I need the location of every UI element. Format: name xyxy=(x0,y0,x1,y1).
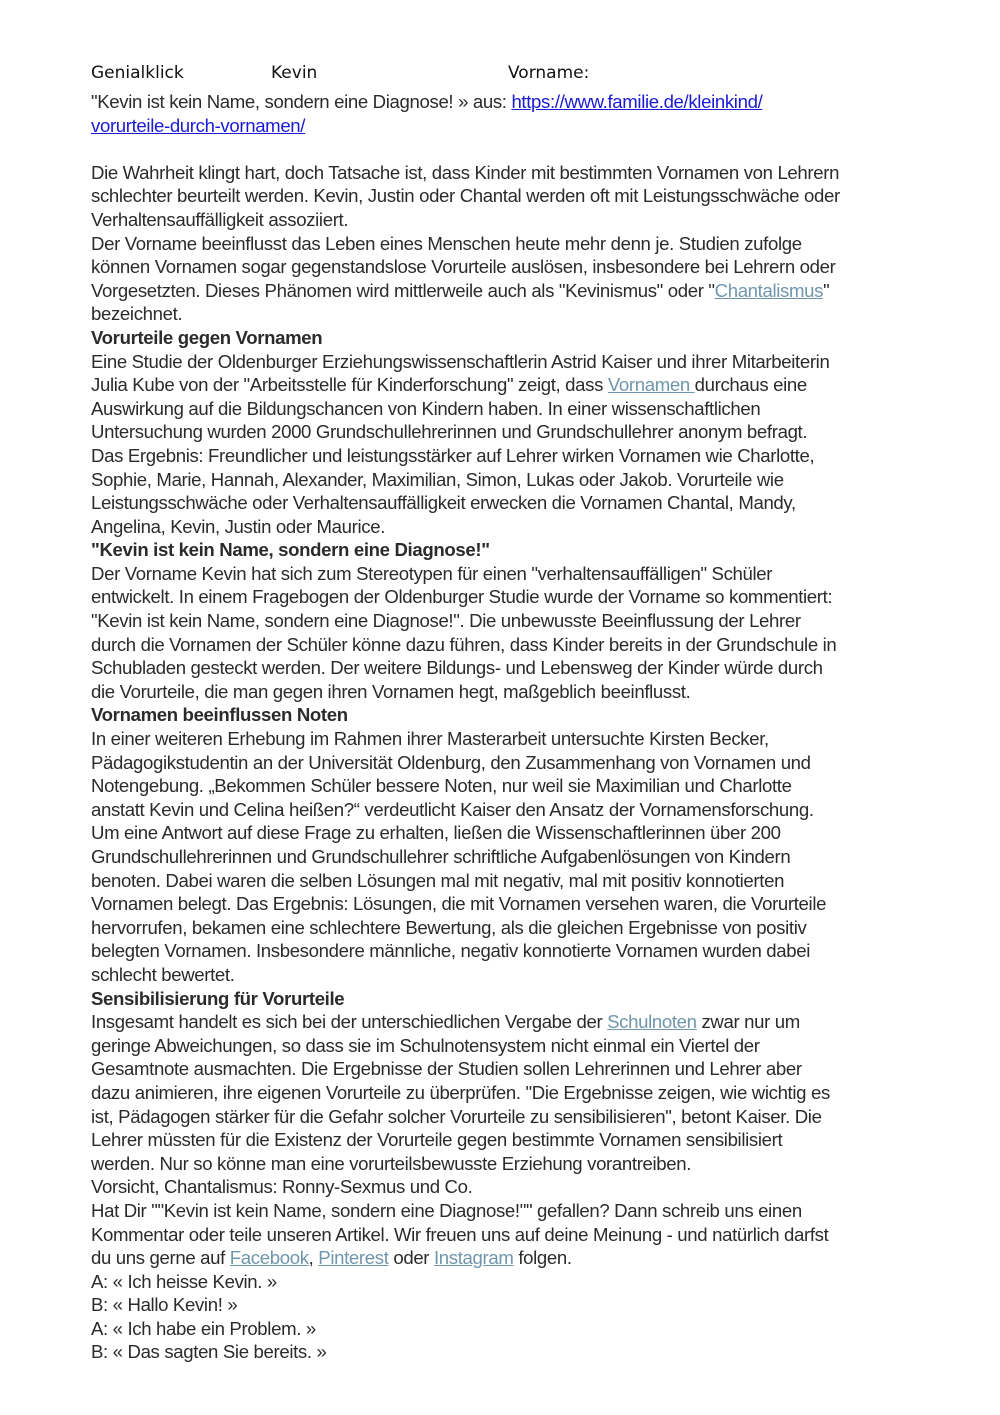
text-segment: Insgesamt handelt es sich bei der unterschiedlichen Vergabe der xyxy=(91,1011,608,1033)
text-line: Untersuchung wurden 2000 Grundschullehrerinnen und Grundschullehrer anonym befragt. xyxy=(91,421,808,443)
text-line: Lehrer müssten für die Existenz der Vorurteile gegen bestimmte Vornamen sensibilisiert xyxy=(91,1129,783,1151)
text-line: belegten Vornamen. Insbesondere männliche, negativ konnotierte Vornamen wurden dabei xyxy=(91,940,810,962)
text-segment: du uns gerne auf xyxy=(91,1247,230,1269)
text-line: bezeichnet. xyxy=(91,303,183,325)
text-line: Pädagogikstudentin an der Universität Oldenburg, den Zusammenhang von Vornamen und xyxy=(91,751,811,773)
source-link[interactable]: https://www.familie.de/kleinkind/ xyxy=(511,91,763,112)
text-line: Auswirkung auf die Bildungschancen von Kindern haben. In einer wissenschaftlichen xyxy=(91,397,761,419)
schulnoten-link[interactable]: Schulnoten xyxy=(607,1011,697,1033)
text-line: können Vornamen sogar gegenstandslose Vorurteile auslösen, insbesondere bei Lehrern oder xyxy=(91,256,836,278)
section-heading: Vornamen beeinflussen Noten xyxy=(91,704,348,726)
text-segment: Vorgesetzten. Dieses Phänomen wird mittlerweile auch als "Kevinismus" oder " xyxy=(91,279,715,301)
text-line: geringe Abweichungen, so dass sie im Schulnotensystem nicht einmal ein Viertel der xyxy=(91,1034,760,1056)
text-line: Gesamtnote ausmachten. Die Ergebnisse der Studien sollen Lehrerinnen und Lehrer aber xyxy=(91,1058,802,1080)
text-line: Notengebung. „Bekommen Schüler bessere Noten, nur weil sie Maximilian und Charlotte xyxy=(91,775,792,797)
intro-paragraph xyxy=(91,161,951,326)
text-line: Eine Studie der Oldenburger Erziehungswissenschaftlerin Astrid Kaiser und ihrer Mitarbeiterin xyxy=(91,350,830,372)
text-line: schlechter beurteilt werden. Kevin, Justin oder Chantal werden oft mit Leistungsschwäche oder xyxy=(91,185,840,207)
section-sensibilisierung xyxy=(91,987,951,1199)
text-line: Vorsicht, Chantalismus: Ronny-Sexmus und Co. xyxy=(91,1176,473,1198)
dialog-joke xyxy=(91,1270,951,1364)
pinterest-link[interactable]: Pinterest xyxy=(318,1247,389,1269)
text-line: Um eine Antwort auf diese Frage zu erhalten, ließen die Wissenschaftlerinnen über 200 xyxy=(91,822,781,844)
section-diagnose xyxy=(91,538,951,703)
text-line: Verhaltensauffälligkeit assoziiert. xyxy=(91,208,349,230)
dialog-line: B: « Das sagten Sie bereits. » xyxy=(91,1341,327,1363)
dialog-line: A: « Ich habe ein Problem. » xyxy=(91,1317,316,1339)
text-line: "Kevin ist kein Name, sondern eine Diagnose!". Die unbewusste Beeinflussung der Lehrer xyxy=(91,610,801,632)
text-segment: folgen. xyxy=(513,1247,572,1269)
text-segment: " xyxy=(823,279,830,301)
text-line: durch die Vornamen der Schüler könne dazu führen, dass Kinder bereits in der Grundschule in xyxy=(91,633,837,655)
facebook-link[interactable]: Facebook xyxy=(229,1247,309,1269)
document-page xyxy=(91,58,951,1364)
text-line: benoten. Dabei waren die selben Lösungen mal mit negativ, mal mit positiv konnotierten xyxy=(91,869,785,891)
text-line: In einer weiteren Erhebung im Rahmen ihrer Masterarbeit untersuchte Kirsten Becker, xyxy=(91,728,769,750)
text-line: werden. Nur so könne man eine vorurteilsbewusste Erziehung vorantreiben. xyxy=(91,1152,692,1174)
text-segment: , xyxy=(308,1247,319,1269)
section-heading: Vorurteile gegen Vornamen xyxy=(91,326,323,348)
text-line: Schubladen gesteckt werden. Der weitere Bildungs- und Lebensweg der Kinder würde durch xyxy=(91,657,823,679)
worksheet-header xyxy=(91,58,951,90)
vornamen-link[interactable]: Vornamen xyxy=(607,374,695,396)
dialog-line: B: « Hallo Kevin! » xyxy=(91,1294,238,1316)
text-segment: durchaus eine xyxy=(694,374,807,396)
text-line: Vornamen belegt. Das Ergebnis: Lösungen, die mit Vornamen versehen waren, die Vorurteile xyxy=(91,893,827,915)
chantalismus-link[interactable]: Chantalismus xyxy=(714,279,824,301)
text-line: Die Wahrheit klingt hart, doch Tatsache ist, dass Kinder mit bestimmten Vornamen von Lehrern xyxy=(91,161,840,183)
text-line: hervorrufen, bekamen eine schlechtere Bewertung, als die gleichen Ergebnisse von positiv xyxy=(91,916,807,938)
outro-paragraph xyxy=(91,1199,951,1270)
source-prefix: "Kevin ist kein Name, sondern eine Diagnose! » aus: xyxy=(91,91,512,112)
text-line: Hat Dir ""Kevin ist kein Name, sondern eine Diagnose!"" gefallen? Dann schreib uns einen xyxy=(91,1199,802,1221)
text-line: Kommentar oder teile unseren Artikel. Wir freuen uns auf deine Meinung - und natürlich darfst xyxy=(91,1223,829,1245)
text-line: schlecht bewertet. xyxy=(91,963,235,985)
section-heading: "Kevin ist kein Name, sondern eine Diagnose!" xyxy=(91,539,490,561)
text-segment: Julia Kube von der "Arbeitsstelle für Kinderforschung" zeigt, dass xyxy=(91,374,608,396)
text-line: Angelina, Kevin, Justin oder Maurice. xyxy=(91,515,386,537)
text-segment: oder xyxy=(388,1247,434,1269)
spacer xyxy=(91,137,951,161)
section-vorurteile xyxy=(91,326,951,538)
header-topic: Kevin xyxy=(271,63,318,83)
instagram-link[interactable]: Instagram xyxy=(433,1247,514,1269)
text-line: Der Vorname beeinflusst das Leben eines Menschen heute mehr denn je. Studien zufolge xyxy=(91,232,802,254)
source-citation xyxy=(91,90,951,137)
text-line: Das Ergebnis: Freundlicher und leistungsstärker auf Lehrer wirken Vornamen wie Charlotte, xyxy=(91,444,815,466)
text-line: entwickelt. In einem Fragebogen der Oldenburger Studie wurde der Vorname so kommentiert: xyxy=(91,586,833,608)
text-line: Grundschullehrerinnen und Grundschullehrer schriftliche Aufgabenlösungen von Kindern xyxy=(91,846,791,867)
text-segment: zwar nur um xyxy=(696,1011,800,1033)
text-line: Leistungsschwäche oder Verhaltensauffälligkeit erwecken die Vornamen Chantal, Mandy, xyxy=(91,492,796,514)
dialog-line: A: « Ich heisse Kevin. » xyxy=(91,1270,277,1292)
text-line: ist, Pädagogen stärker für die Gefahr solcher Vorurteile zu sensibilisieren", betont Kaiser. Die xyxy=(91,1105,822,1127)
source-link-continued[interactable]: vorurteile-durch-vornamen/ xyxy=(91,114,306,136)
text-line: Sophie, Marie, Hannah, Alexander, Maximilian, Simon, Lukas oder Jakob. Vorurteile wie xyxy=(91,468,784,490)
text-line: anstatt Kevin und Celina heißen?“ verdeutlicht Kaiser den Ansatz der Vornamensforschung. xyxy=(91,798,814,820)
section-heading: Sensibilisierung für Vorurteile xyxy=(91,987,345,1009)
header-brand: Genialklick xyxy=(91,63,184,83)
text-line: Der Vorname Kevin hat sich zum Stereotypen für einen "verhaltensauffälligen" Schüler xyxy=(91,562,773,584)
section-noten xyxy=(91,703,951,986)
text-line: die Vorurteile, die man gegen ihren Vornamen hegt, maßgeblich beeinflusst. xyxy=(91,680,691,702)
header-name-field-label: Vorname: xyxy=(508,63,590,83)
text-line: dazu animieren, ihre eigenen Vorurteile zu überprüfen. "Die Ergebnisse zeigen, wie wichtig es xyxy=(91,1081,830,1103)
